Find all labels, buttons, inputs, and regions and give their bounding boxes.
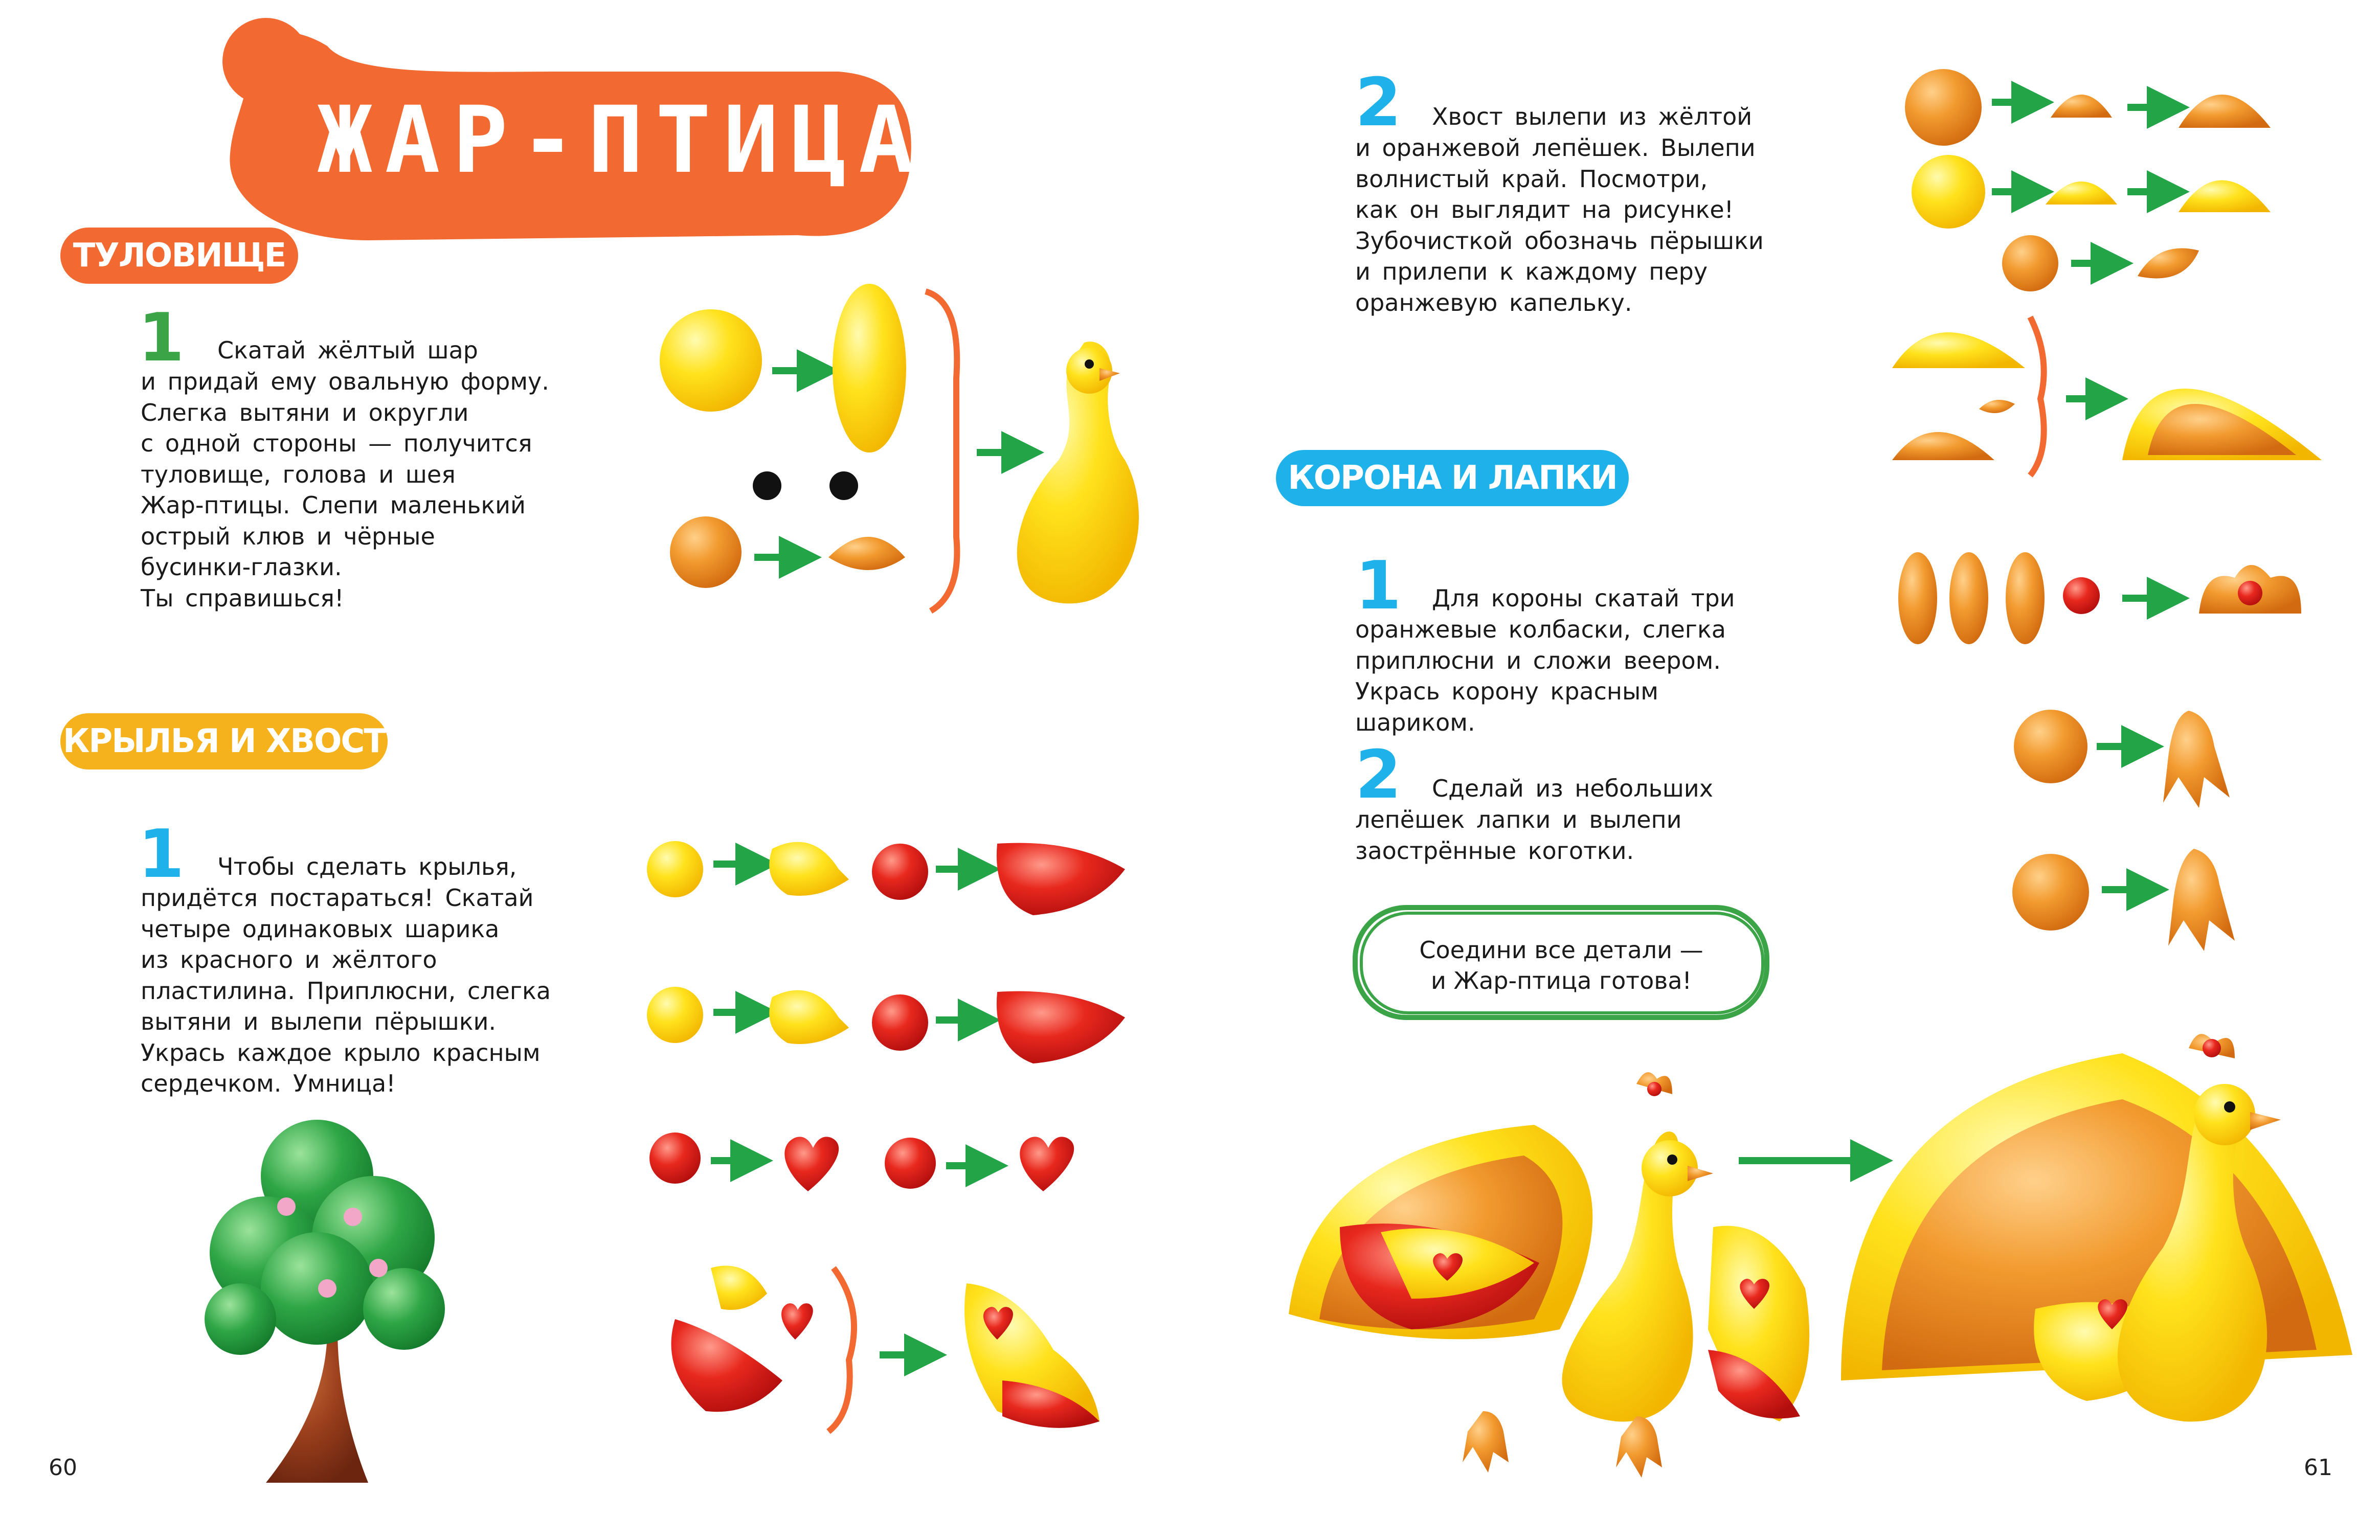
- step-line: оранжевую капельку.: [1355, 288, 1632, 316]
- step-line: Жар-птицы. Слепи маленький: [141, 491, 526, 519]
- step-line: лепёшек лапки и вылепи: [1355, 806, 1682, 833]
- step-line: Для короны скатай три: [1432, 584, 1735, 612]
- step-line: острый клюв и чёрные: [141, 522, 435, 550]
- step-line: бусинки-глазки.: [141, 553, 342, 581]
- section-label-wings: КРЫЛЬЯ И ХВОСТ: [60, 713, 388, 769]
- step-line: и придай ему овальную форму.: [141, 368, 549, 395]
- callout-line: и Жар-птица готова!: [1431, 967, 1692, 994]
- assembly-parts-illustration: [1289, 1072, 1872, 1478]
- step-line: четыре одинаковых шарика: [141, 915, 500, 943]
- step-line: Хвост вылепи из жёлтой: [1432, 103, 1753, 130]
- page-number-left: 60: [49, 1455, 77, 1481]
- step-number-wings-1: 1: [138, 815, 185, 893]
- step-number-body-1: 1: [138, 299, 185, 376]
- step-line: и прилепи к каждому перу: [1355, 258, 1708, 285]
- step-line: с одной стороны — получится: [141, 429, 532, 457]
- step-line: Скатай жёлтый шар: [217, 336, 478, 364]
- step-text-wings-1-rest: [141, 882, 565, 1099]
- step-line: шариком.: [1355, 708, 1475, 736]
- step-line: Сделай из небольших: [1432, 775, 1713, 802]
- crown-illustration: [1898, 552, 2301, 951]
- step-line: сердечком. Умница!: [141, 1070, 396, 1097]
- step-text-body-1: [217, 335, 565, 366]
- step-line: Чтобы сделать крылья,: [217, 853, 517, 880]
- callout-text: [1354, 935, 1768, 996]
- step-line: и оранжевой лепёшек. Вылепи: [1355, 134, 1756, 162]
- callout-line: Соедини все детали —: [1419, 936, 1703, 964]
- step-text-crown-2: [1432, 773, 1780, 804]
- step-text-wings-1: [217, 851, 565, 882]
- tree-illustration: [205, 1120, 445, 1483]
- step-line: Зубочисткой обозначь пёрышки: [1355, 227, 1764, 255]
- step-line: Слегка вытяни и округли: [141, 398, 469, 426]
- step-text-wings-2: [1432, 101, 1780, 132]
- body-illustration: [660, 284, 1139, 611]
- step-line: приплюсни и сложи веером.: [1355, 646, 1721, 674]
- step-line: Укрась корону красным: [1355, 677, 1658, 705]
- section-label-crown: КОРОНА И ЛАПКИ: [1276, 450, 1629, 506]
- step-number-crown-1: 1: [1355, 547, 1402, 624]
- step-text-crown-1-rest: [1355, 614, 1780, 738]
- step-line: придётся постараться! Скатай: [141, 884, 534, 912]
- page-number-right: 61: [2304, 1455, 2332, 1481]
- step-line: волнистый край. Посмотри,: [1355, 165, 1708, 193]
- step-line: вытяни и вылепи пёрышки.: [141, 1008, 497, 1035]
- step-line: из красного и жёлтого: [141, 946, 437, 973]
- step-line: Укрась каждое крыло красным: [141, 1038, 541, 1067]
- step-number-crown-2: 2: [1355, 736, 1402, 813]
- section-label-body: ТУЛОВИЩЕ: [60, 228, 298, 284]
- step-line: пластилина. Приплюсни, слегка: [141, 977, 551, 1005]
- step-text-crown-1: [1432, 583, 1780, 614]
- step-text-crown-2-rest: [1355, 804, 1780, 866]
- page-title: ЖАР-ПТИЦА: [317, 87, 927, 194]
- assembled-bird-illustration: [1841, 1034, 2352, 1421]
- step-text-body-1-rest: [141, 366, 565, 614]
- tail-illustration: [1892, 69, 2322, 475]
- step-line: как он выглядит на рисунке!: [1355, 196, 1734, 223]
- wings-illustration: [647, 841, 1125, 1432]
- step-number-wings-2: 2: [1355, 63, 1402, 141]
- step-line: туловище, голова и шея: [141, 460, 456, 488]
- step-text-wings-2-rest: [1355, 132, 1780, 318]
- step-line: Ты справишься!: [141, 584, 344, 612]
- step-line: заострённые коготки.: [1355, 836, 1634, 865]
- step-line: оранжевые колбаски, слегка: [1355, 616, 1726, 643]
